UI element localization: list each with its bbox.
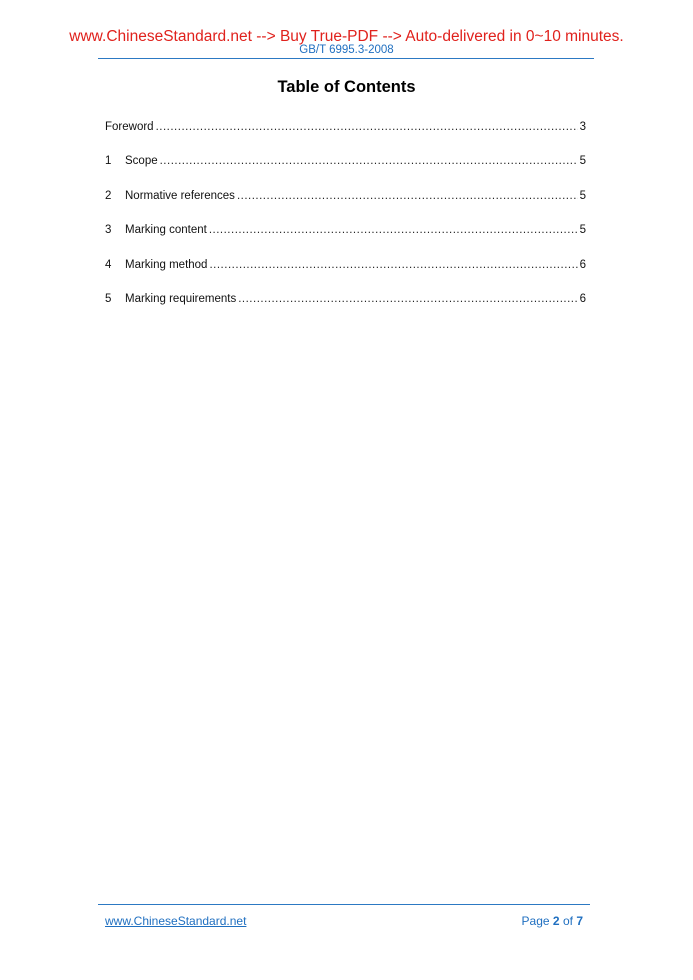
page-current: 2 <box>552 914 560 928</box>
toc-entry-page: 6 <box>579 258 586 271</box>
page-indicator <box>522 914 583 929</box>
toc-entry-number: 2 <box>105 189 112 202</box>
toc-entry-label: Marking method <box>125 258 208 271</box>
toc-entry-number: 3 <box>105 224 112 237</box>
toc-dot-leader <box>156 119 578 135</box>
toc-dot-leader <box>237 188 578 204</box>
page-of: of <box>562 914 573 928</box>
toc-entry-foreword[interactable] <box>105 119 586 153</box>
toc-entry-label: Marking requirements <box>125 292 237 305</box>
promo-banner-link[interactable]: www.ChineseStandard.net --> Buy True-PDF --> Auto-delivered in 0~10 minutes. <box>69 28 624 45</box>
toc-entry-number: 4 <box>105 258 112 271</box>
toc-entry-normative-references[interactable] <box>105 188 586 222</box>
page-label: Page <box>521 914 550 928</box>
page-total: 7 <box>576 914 583 928</box>
toc-entry-marking-method[interactable] <box>105 257 586 291</box>
toc-entry-scope[interactable] <box>105 153 586 187</box>
footer-divider <box>98 904 590 905</box>
toc-dot-leader <box>209 257 577 273</box>
toc-entry-marking-content[interactable] <box>105 222 586 256</box>
toc-entry-label: Foreword <box>105 121 154 133</box>
toc-entry-page: 5 <box>579 155 586 168</box>
toc-dot-leader <box>160 153 578 169</box>
footer-site-link[interactable]: www.ChineseStandard.net <box>105 914 247 928</box>
toc-list <box>105 119 586 325</box>
toc-entry-page: 6 <box>579 292 586 305</box>
toc-entry-number: 1 <box>105 155 112 168</box>
toc-title: Table of Contents <box>277 78 416 96</box>
toc-entry-page: 3 <box>579 121 586 133</box>
toc-entry-number: 5 <box>105 292 112 305</box>
header-divider <box>98 58 594 59</box>
toc-entry-marking-requirements[interactable] <box>105 291 586 325</box>
toc-entry-page: 5 <box>579 224 586 237</box>
toc-dot-leader <box>238 291 577 307</box>
toc-entry-page: 5 <box>579 189 586 202</box>
toc-entry-label: Scope <box>125 155 158 168</box>
toc-dot-leader <box>209 222 578 238</box>
toc-entry-label: Marking content <box>125 224 207 237</box>
document-number: GB/T 6995.3-2008 <box>299 44 394 56</box>
toc-entry-label: Normative references <box>125 189 235 202</box>
